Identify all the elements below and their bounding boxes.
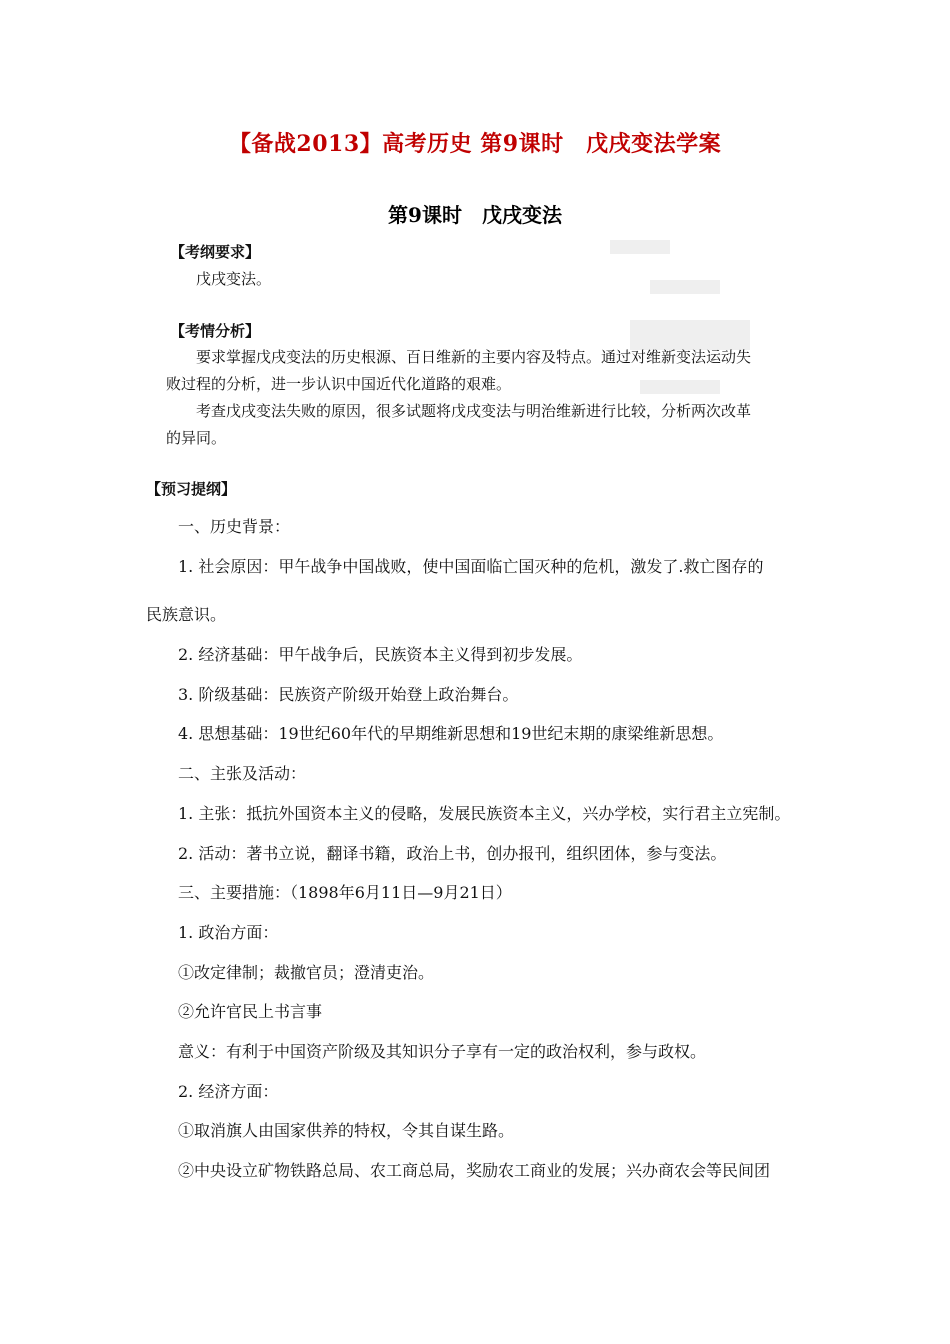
- outline-line: ①改定律制；裁撤官员；澄清吏治。: [178, 963, 435, 982]
- page-title: 【备战2013】高考历史 第9课时 戊戌变法学案: [228, 131, 722, 157]
- analysis-line: 考查戊戌变法失败的原因，很多试题将戊戌变法与明治维新进行比较，分析两次改革: [196, 402, 752, 420]
- outline-line: 2. 活动：著书立说，翻译书籍，政治上书，创办报刊，组织团体，参与变法。: [178, 844, 727, 863]
- outline-line: 三、主要措施：（1898年6月11日—9月21日）: [178, 883, 512, 902]
- outline-line: ①取消旗人由国家供养的特权，令其自谋生路。: [178, 1121, 515, 1140]
- outline-line: 1. 社会原因：甲午战争中国战败，使中国面临亡国灭种的危机，激发了.救亡图存的: [178, 557, 764, 576]
- lesson-subtitle: 第9课时 戊戌变法: [388, 203, 562, 227]
- outline-line: ②允许官民上书言事: [178, 1002, 323, 1021]
- analysis-heading: 【考情分析】: [170, 322, 261, 340]
- outline-line: 一、历史背景：: [178, 517, 291, 536]
- syllabus-heading: 【考纲要求】: [170, 243, 261, 261]
- outline-line: 二、主张及活动：: [178, 764, 307, 783]
- outline-line: 意义：有利于中国资产阶级及其知识分子享有一定的政治权利，参与政权。: [178, 1042, 707, 1061]
- outline-line: 2. 经济基础：甲午战争后，民族资本主义得到初步发展。: [178, 645, 583, 664]
- outline-line: 3. 阶级基础：民族资产阶级开始登上政治舞台。: [178, 685, 519, 704]
- syllabus-text: 戊戌变法。: [196, 270, 272, 288]
- outline-line: 2. 经济方面：: [178, 1082, 279, 1101]
- analysis-line: 败过程的分析，进一步认识中国近代化道路的艰难。: [166, 375, 512, 393]
- outline-line: 4. 思想基础：19世纪60年代的早期维新思想和19世纪末期的康梁维新思想。: [178, 724, 724, 743]
- preview-heading: 【预习提纲】: [146, 480, 237, 498]
- analysis-line: 要求掌握戊戌变法的历史根源、百日维新的主要内容及特点。通过对维新变法运动失: [196, 348, 752, 366]
- outline-line: 1. 政治方面：: [178, 923, 279, 942]
- analysis-line: 的异同。: [166, 429, 227, 447]
- outline-line: ②中央设立矿物铁路总局、农工商总局，奖励农工商业的发展；兴办商农会等民间团: [178, 1161, 771, 1180]
- outline-line: 1. 主张：抵抗外国资本主义的侵略，发展民族资本主义，兴办学校，实行君主立宪制。: [178, 804, 791, 823]
- outline-line: 民族意识。: [146, 605, 227, 624]
